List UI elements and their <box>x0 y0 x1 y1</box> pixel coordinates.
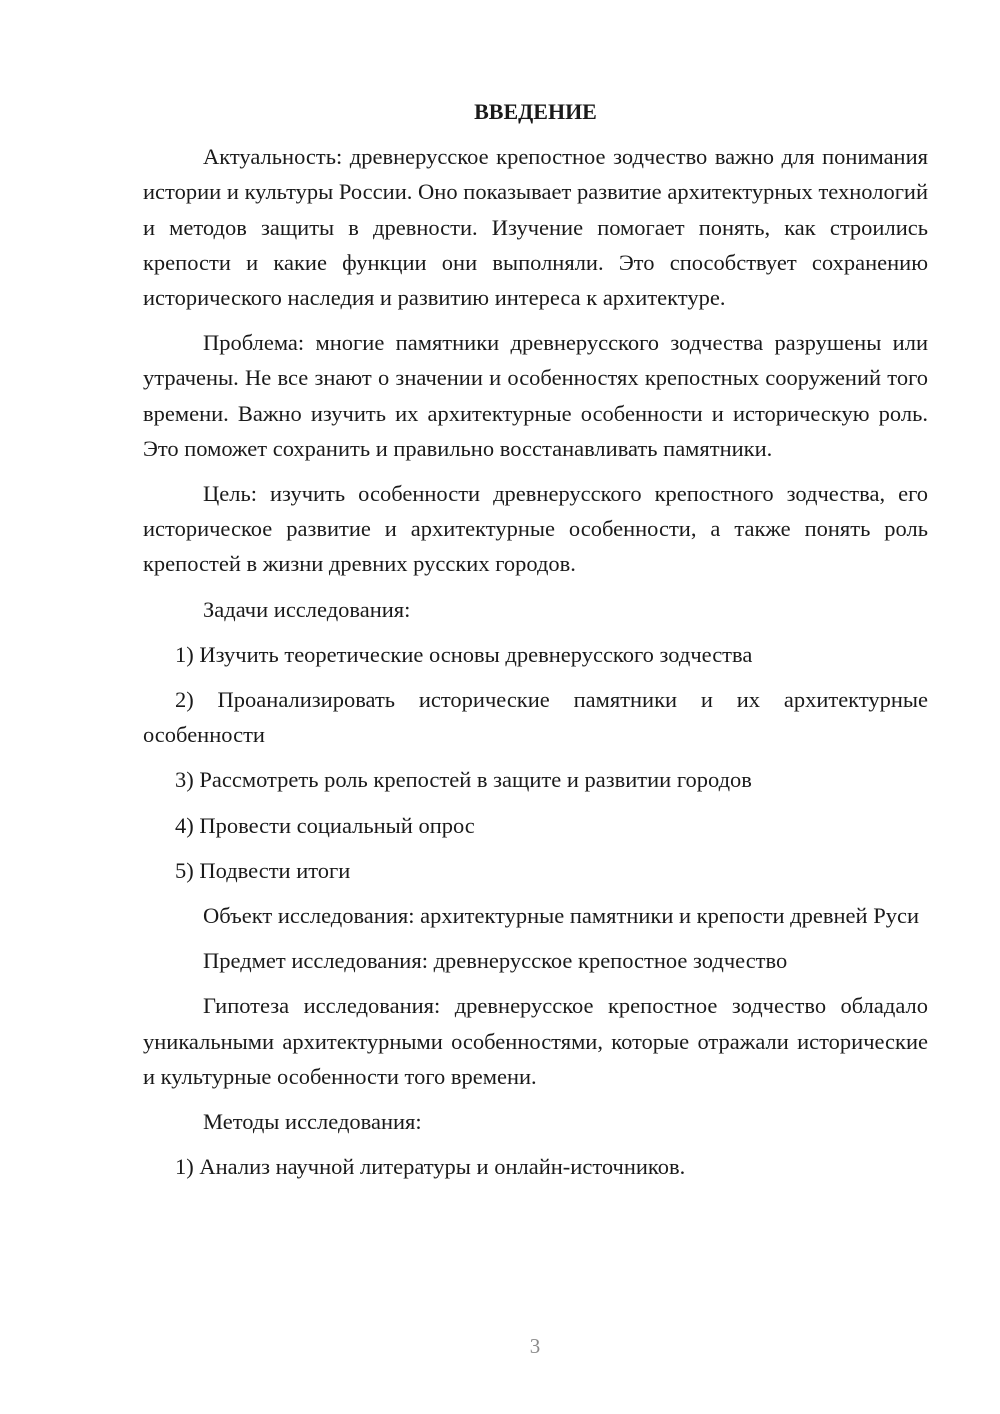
task-item-4: 4) Провести социальный опрос <box>175 812 475 838</box>
paragraph-subject: Предмет исследования: древнерусское крепостное зодчество <box>203 948 788 974</box>
methods-title: Методы исследования: <box>203 1109 422 1135</box>
task-item-5: 5) Подвести итоги <box>175 857 351 883</box>
document-page <box>143 94 928 1184</box>
task-item-3: 3) Рассмотреть роль крепостей в защите и развитии городов <box>175 767 752 793</box>
paragraph-relevance: Актуальность: древнерусское крепостное зодчество важно для понимания истории и культуры России. Оно показывает развитие архитектурных технологий и методов защиты в древности. Изучение помогает понять, как строились крепости и какие функции они выполняли. Это способствует сохранению исторического наследия и развитию интереса к архитектуре. <box>143 144 928 311</box>
tasks-title: Задачи исследования: <box>203 596 411 622</box>
section-heading: ВВЕДЕНИЕ <box>474 99 597 124</box>
paragraph-problem: Проблема: многие памятники древнерусского зодчества разрушены или утрачены. Не все знают о значении и особенностях крепостных сооружений того времени. Важно изучить их архитектурные особенности и историческую роль. Это поможет сохранить и правильно восстанавливать памятники. <box>143 330 928 461</box>
paragraph-hypothesis: Гипотеза исследования: древнерусское крепостное зодчество обладало уникальными архитектурными особенностями, которые отражали исторические и культурные особенности того времени. <box>143 993 928 1089</box>
task-item-2: 2) Проанализировать исторические памятники и их архитектурные особенности <box>143 687 928 748</box>
paragraph-goal: Цель: изучить особенности древнерусского крепостного зодчества, его историческое развитие и архитектурные особенности, а также понять роль крепостей в жизни древних русских городов. <box>143 481 928 577</box>
page-number: 3 <box>529 1334 541 1358</box>
paragraph-object: Объект исследования: архитектурные памятники и крепости древней Руси <box>203 903 919 929</box>
task-item-1: 1) Изучить теоретические основы древнерусского зодчества <box>175 641 753 667</box>
method-item-1: 1) Анализ научной литературы и онлайн-источников. <box>175 1154 686 1180</box>
